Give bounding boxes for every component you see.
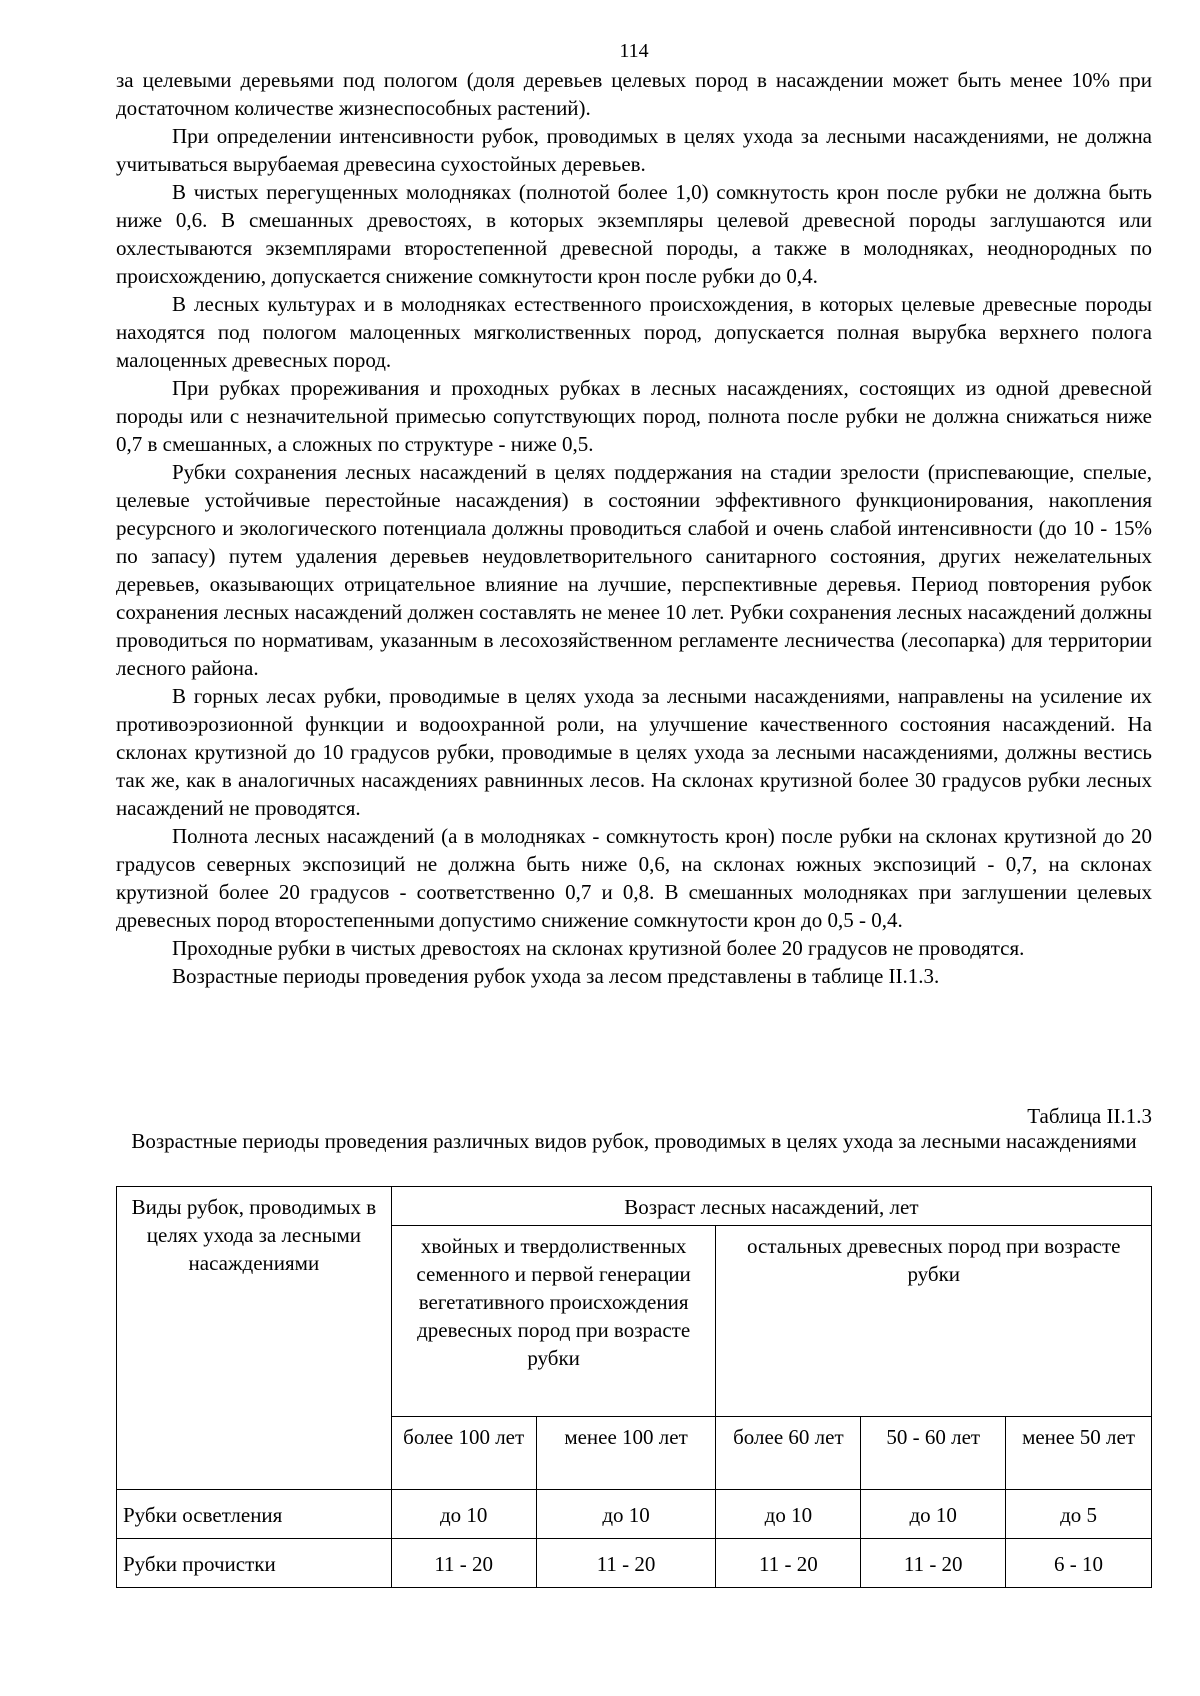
table-cell: 11 - 20 — [716, 1539, 861, 1588]
table-row — [117, 1539, 1152, 1588]
table-cell: до 10 — [536, 1490, 716, 1539]
header-cut-types: Виды рубок, проводимых в целях ухода за лесными насаждениями — [117, 1187, 392, 1490]
header-forest-age: Возраст лесных насаждений, лет — [391, 1187, 1151, 1226]
table-cell: 6 - 10 — [1006, 1539, 1152, 1588]
paragraph: При определении интенсивности рубок, проводимых в целях ухода за лесными насаждениями, не должна учитываться вырубаемая древесина сухостойных деревьев. — [116, 124, 1152, 176]
table-cell: до 5 — [1006, 1490, 1152, 1539]
table-row — [117, 1490, 1152, 1539]
paragraph: В лесных культурах и в молодняках естественного происхождения, в которых целевые древесные породы находятся под пологом малоценных мягколиственных пород, допускается полная вырубка верхнего полога малоценных древесных пород. — [116, 292, 1152, 372]
paragraph: Полнота лесных насаждений (а в молодняках - сомкнутость крон) после рубки на склонах крутизной до 20 градусов северных экспозиций не должна быть ниже 0,6, на склонах южных экспозиций - 0,7, на склонах крутизной более 20 градусов - соответственно 0,7 и 0,8. В смешанных молодняках при заглушении целевых древесных пород второстепенными допустимо снижение сомкнутости крон до 0,5 - 0,4. — [116, 824, 1152, 932]
table-cell: 11 - 20 — [536, 1539, 716, 1588]
subheader-cell: более 100 лет — [391, 1417, 536, 1490]
age-periods-table — [116, 1186, 1152, 1588]
table-cell: до 10 — [716, 1490, 861, 1539]
row-name: Рубки прочистки — [117, 1539, 392, 1588]
body-text — [116, 66, 1152, 990]
paragraph: При рубках прореживания и проходных рубках в лесных насаждениях, состоящих из одной древесной породы или с незначительной примесью сопутствующих пород, полнота после рубки не должна снижаться ниже 0,7 в смешанных, а сложных по структуре - ниже 0,5. — [116, 376, 1152, 456]
page-number: 114 — [619, 40, 649, 62]
table-cell: до 10 — [861, 1490, 1006, 1539]
paragraph: В чистых перегущенных молодняках (полнотой более 1,0) сомкнутость крон после рубки не должна быть ниже 0,6. В смешанных древостоях, в которых экземпляры целевой древесной породы заглушаются или охлестываются экземплярами второстепенной древесной породы, а также в молодняках, неоднородных по происхождению, допускается снижение сомкнутости крон после рубки до 0,4. — [116, 180, 1152, 288]
paragraph: Проходные рубки в чистых древостоях на склонах крутизной более 20 градусов не проводятся. — [172, 936, 1025, 960]
paragraph: В горных лесах рубки, проводимые в целях ухода за лесными насаждениями, направлены на усиление их противоэрозионной функции и водоохранной роли, на улучшение качественного состояния насаждений. На склонах крутизной до 10 градусов рубки, проводимые в целях ухода за лесными насаждениями, должны вестись так же, как в аналогичных насаждениях равнинных лесов. На склонах крутизной более 30 градусов рубки лесных насаждений не проводятся. — [116, 684, 1152, 820]
table-cell: до 10 — [391, 1490, 536, 1539]
table-caption: Возрастные периоды проведения различных видов рубок, проводимых в целях ухода за лесными насаждениями — [131, 1129, 1137, 1153]
table-label: Таблица II.1.3 — [1027, 1104, 1152, 1128]
subheader-cell: более 60 лет — [716, 1417, 861, 1490]
table-cell: 11 - 20 — [391, 1539, 536, 1588]
subheader-cell: менее 50 лет — [1006, 1417, 1152, 1490]
header-group-other: остальных древесных пород при возрасте рубки — [716, 1226, 1152, 1417]
header-group-conifer: хвойных и твердолиственных семенного и первой генерации вегетативного происхождения древесных пород при возрасте рубки — [391, 1226, 716, 1417]
table-cell: 11 - 20 — [861, 1539, 1006, 1588]
paragraph: Возрастные периоды проведения рубок ухода за лесом представлены в таблице II.1.3. — [172, 964, 940, 988]
row-name: Рубки осветления — [117, 1490, 392, 1539]
table-header-row — [117, 1187, 1152, 1226]
paragraph-continuation: за целевыми деревьями под пологом (доля деревьев целевых пород в насаждении может быть менее 10% при достаточном количестве жизнеспособных растений). — [116, 68, 1152, 120]
subheader-cell: менее 100 лет — [536, 1417, 716, 1490]
subheader-cell: 50 - 60 лет — [861, 1417, 1006, 1490]
paragraph: Рубки сохранения лесных насаждений в целях поддержания на стадии зрелости (приспевающие, спелые, целевые устойчивые перестойные насаждения) в состоянии эффективного функционирования, накопления ресурсного и экологического потенциала должны проводиться слабой и очень слабой интенсивности (до 10 - 15% по запасу) путем удаления деревьев неудовлетворительного санитарного состояния, других нежелательных деревьев, оказывающих отрицательное влияние на лучшие, перспективные деревья. Период повторения рубок сохранения лесных насаждений должен составлять не менее 10 лет. Рубки сохранения лесных насаждений должны проводиться по нормативам, указанным в лесохозяйственном регламенте лесничества (лесопарка) для территории лесного района. — [116, 460, 1152, 680]
